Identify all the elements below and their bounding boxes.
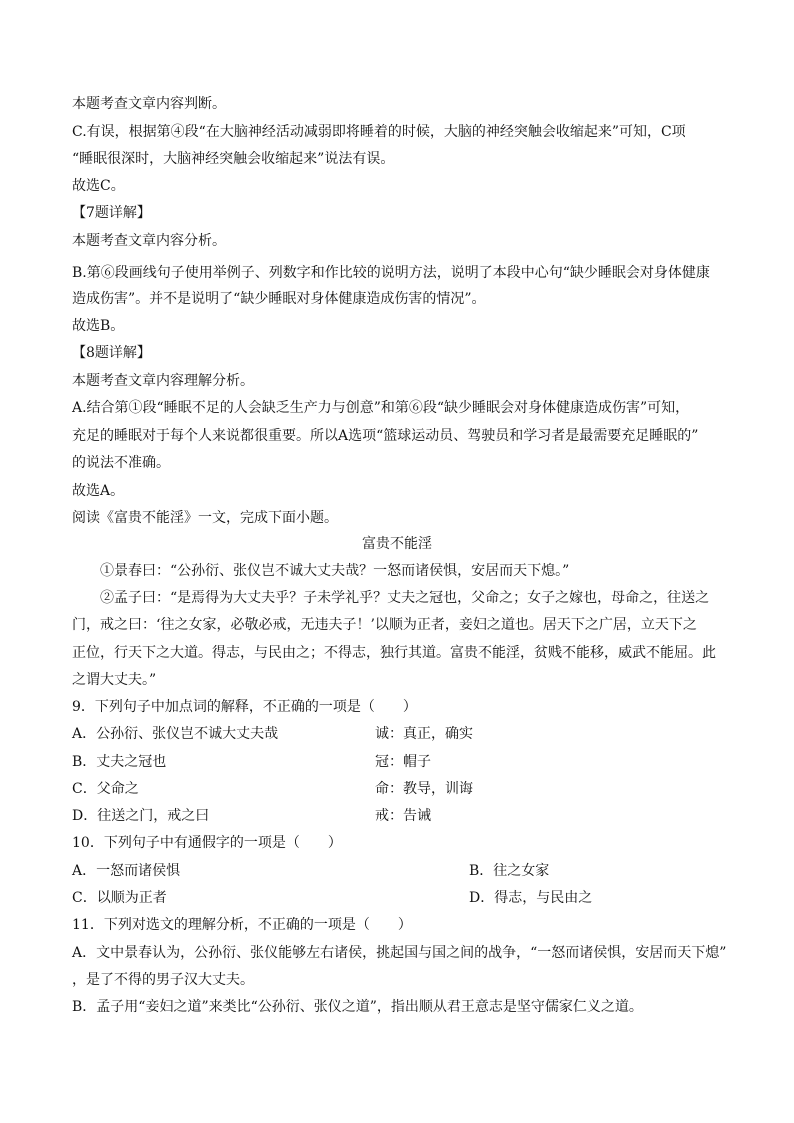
question-10-options-row: A．一怒而诸侯惧 B．往之女家 <box>72 863 550 879</box>
question-11-line: ，是了不得的男子汉大丈夫。 <box>72 972 254 988</box>
text-line: 阅读《富贵不能淫》一文，完成下面小题。 <box>72 510 338 526</box>
text-line: A.结合第①段“睡眠不足的人会缺乏生产力与创意”和第⑥段“缺少睡眠会对身体健康造成伤害”可知， <box>72 400 690 416</box>
text-line: 充足的睡眠对于每个人来说都很重要。所以A选项“篮球运动员、驾驶员和学习者是最需要充足睡眠的” <box>72 428 699 444</box>
text-line: “睡眠很深时，大脑神经突触会收缩起来”说法有误。 <box>72 151 395 167</box>
text-line: 故选A。 <box>72 483 125 499</box>
text-line: 造成伤害”。并不是说明了“缺少睡眠对身体健康造成伤害的情况”。 <box>72 291 486 307</box>
passage-line: ②孟子曰：“是焉得为大丈夫乎？子未学礼乎？丈夫之冠也，父命之；女子之嫁也，母命之，往送之 <box>100 590 710 606</box>
question-9-option-a: A．公孙衍、张仪岂不诚大丈夫哉 诚：真正，确实 <box>72 726 473 742</box>
passage-title: 富贵不能淫 <box>362 536 432 552</box>
question-10-options-row: C．以顺为正者 D．得志，与民由之 <box>72 890 593 906</box>
question-11-stem: 11．下列对选文的理解分析，不正确的一项是（ ） <box>72 917 412 933</box>
text-line: 故选B。 <box>72 318 125 334</box>
question-11-line: B．孟子用“妾妇之道”来类比“公孙衍、张仪之道”，指出顺从君王意志是坚守儒家仁义之道。 <box>72 999 643 1015</box>
section-heading: 【8题详解】 <box>72 345 151 361</box>
passage-line: 门，戒之曰：‘往之女家，必敬必戒，无违夫子！’以顺为正者，妾妇之道也。居天下之广居，立天下之 <box>72 617 697 633</box>
text-line: 本题考查文章内容分析。 <box>72 233 226 249</box>
question-9-option-b: B．丈夫之冠也 冠：帽子 <box>72 754 431 770</box>
question-10-stem: 10．下列句子中有通假字的一项是（ ） <box>72 835 342 851</box>
question-9-option-c: C．父命之 命：教导，训诲 <box>72 781 473 797</box>
text-line: C.有误，根据第④段“在大脑神经活动减弱即将睡着的时候，大脑的神经突触会收缩起来”可知，C项 <box>72 124 686 140</box>
question-9-option-d: D．往送之门，戒之曰 戒：告诫 <box>72 808 431 824</box>
passage-line: 之谓大丈夫。” <box>72 672 157 688</box>
question-11-line: A．文中景春认为，公孙衍、张仪能够左右诸侯，挑起国与国之间的战争，“一怒而诸侯惧，安居而天下熄” <box>72 945 727 961</box>
passage-line: 正位，行天下之大道。得志，与民由之；不得志，独行其道。富贵不能淫，贫贱不能移，威武不能屈。此 <box>72 645 716 661</box>
text-line: 故选C。 <box>72 178 125 194</box>
text-line: 本题考查文章内容判断。 <box>72 96 226 112</box>
passage-line: ①景春曰：“公孙衍、张仪岂不诚大丈夫哉？一怒而诸侯惧，安居而天下熄。” <box>100 563 570 579</box>
text-line: 本题考查文章内容理解分析。 <box>72 373 254 389</box>
text-line: B.第⑥段画线句子使用举例子、列数字和作比较的说明方法，说明了本段中心句“缺少睡眠会对身体健康 <box>72 265 710 281</box>
question-9-stem: 9．下列句子中加点词的解释，不正确的一项是（ ） <box>72 699 417 715</box>
section-heading: 【7题详解】 <box>72 205 151 221</box>
text-line: 的说法不准确。 <box>72 455 170 471</box>
